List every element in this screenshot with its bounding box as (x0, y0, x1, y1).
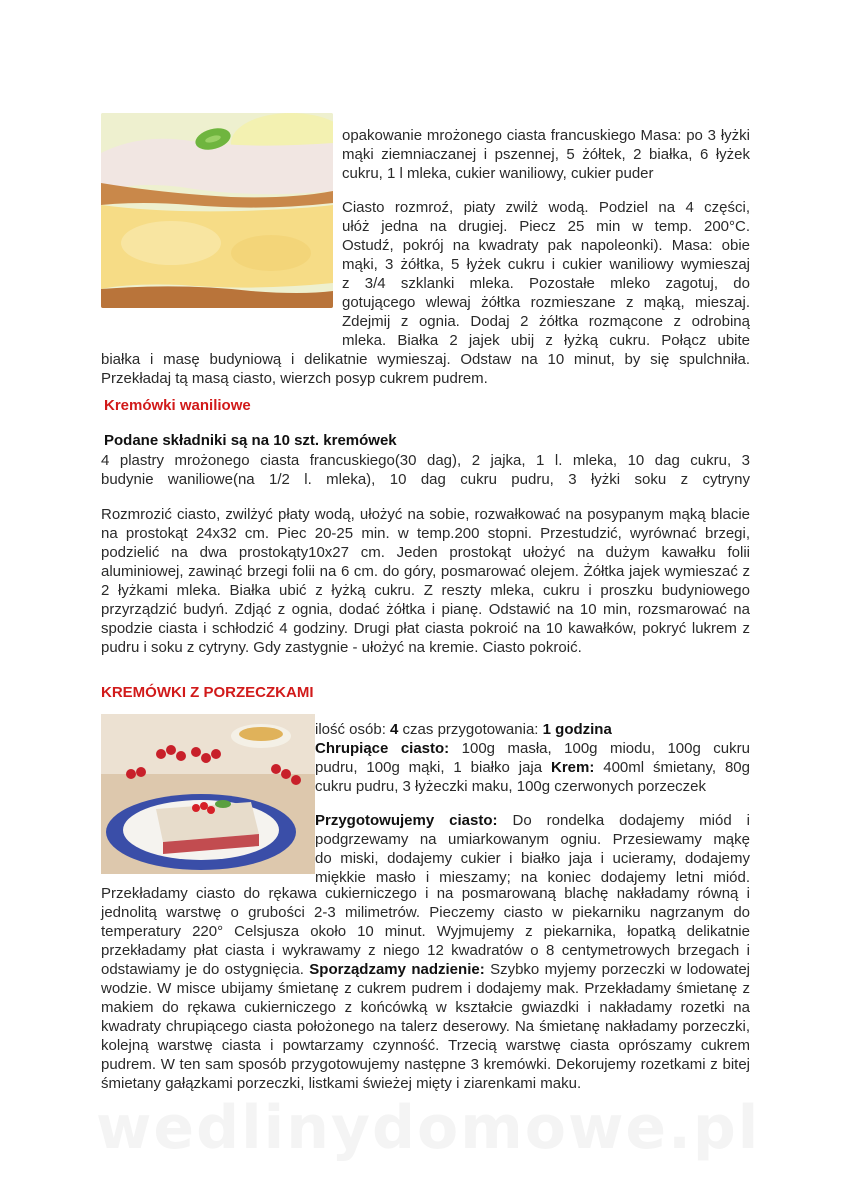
recipe1-step-line: mleka. Białka 2 jajek ubij z łyżką cukru. Połącz ubite (342, 332, 750, 349)
recipe1-step-line: z 3/4 szklanki mleka. Pozostałe mleko zagotuj, do (342, 275, 750, 292)
recipe3-prep-line: do miski, dodajemy cukier i białko jaja i ucieramy, dodajemy (315, 850, 750, 867)
crust-text: 100g masła, 100g miodu, 100g cukru (449, 740, 750, 757)
persons-value: 4 (390, 721, 399, 738)
recipe1-step-line: białka i masę budyniową i delikatnie wymieszaj. Odstaw na 10 minut, by się spulchniła. (101, 351, 750, 368)
prep-text: Do rondelka dodajemy miód i (497, 812, 751, 829)
recipe1-step-line: ułóż jedna na drugiej. Piecz 25 min w temp. 200°C. (342, 218, 750, 235)
recipe1-step-line: Przekładaj tą masą ciasto, wierzch posyp cukrem pudrem. (101, 370, 488, 387)
recipe3-method (101, 884, 750, 1093)
filling-text: Szybko myjemy porzeczki w lodowatej wodzie. W misce ubijamy śmietanę z cukrem pudrem i dodajemy mak. Przekładamy śmietanę z makiem do rękawa cukierniczego z końcówką w kształcie gwiazdki i nakładamy rozetki na kwadraty chrupiącego ciasta położonego na talerz deserowy. Na śmietanę nakładamy porzeczki, kolejną warstwę ciasta i powtarzamy czynność. Trzecią warstwę ciasta oprószamy cukrem pudrem. W ten sam sposób przygotowujemy następne 3 kremówki. Dekorujemy rozetkami z bitej śmietany gałązkami porzeczki, listkami świeżej mięty i ziarenkami maku. (101, 961, 750, 1092)
recipe1-step-line: Ciasto rozmroź, piaty zwilż wodą. Podziel na 4 części, (342, 199, 750, 216)
site-watermark: wedlinydomowe.pl (96, 1093, 761, 1163)
recipe3-title: KREMÓWKI Z PORZECZKAMI (101, 684, 314, 701)
recipe1-step-line: gotującego wlewaj żółtka rozmieszane z mąką, mieszaj. (342, 294, 750, 311)
recipe1-step-line: Ostudź, pokrój na kwadraty pak napoleonki). Masa: obie (342, 237, 750, 254)
crust-text-2: pudru, 100g mąki, 1 białko jaja (315, 759, 551, 776)
persons-label: ilość osób: (315, 721, 391, 738)
recipe2-ingredients-line: 4 plastry mrożonego ciasta francuskiego(30 dag), 2 jajka, 1 l. mleka, 10 dag cukru, 3 (101, 452, 750, 469)
recipe3-crust-line (315, 739, 750, 758)
cream-text: 400ml śmietany, 80g (594, 759, 750, 776)
filling-label: Sporządzamy nadzienie: (309, 961, 485, 978)
recipe1-step-line: mąki, 3 żółtka, 5 łyżek cukru i cukier waniliowy wymieszaj (342, 256, 750, 273)
cream-label: Krem: (550, 759, 595, 776)
recipe2-ingredients-line: budynie waniliowe(na 1/2 l. mleka), 10 dag cukru pudru, 3 łyżki soku z cytryny (101, 471, 750, 488)
cream-pastry-illustration (101, 113, 333, 308)
recipe3-prep-line: podgrzewamy na umiarkowanym ogniu. Przesiewamy mąkę (315, 831, 750, 848)
crust-label: Chrupiące ciasto: (315, 740, 450, 757)
recipe2-title: Kremówki waniliowe (104, 397, 251, 414)
cream-pastry-photo (101, 113, 333, 308)
recipe3-cream-line: cukru pudru, 3 łyżeczki maku, 100g czerwonych porzeczek (315, 778, 707, 795)
recipe3-crust-cream-line (315, 758, 750, 777)
time-value: 1 godzina (542, 721, 612, 738)
recipe3-meta-line (315, 720, 750, 739)
recipe1-ingredients: opakowanie mrożonego ciasta francuskiego Masa: po 3 łyżki mąki ziemniaczanej i pszennej, 5 żółtek, 2 białka, 6 łyżek cukru, 1 l mleka, cukier waniliowy, cukier puder (342, 127, 750, 182)
recipe3-prep-line (315, 811, 750, 830)
recipe1-step-line: Zdejmij z ognia. Dodaj 2 żółtka rozmącone z odrobiną (342, 313, 750, 330)
prep-rest: Przekładamy ciasto do rękawa cukierniczego i na posmarowaną blachę nakładamy równą i jednolitą warstwę o grubości 2-3 milimetrów. Pieczemy ciasto w piekarniku nagrzanym do temperatury 220° Celsjusza około 10 minut. Wyjmujemy z piekarnika, łopatką delikatnie przekładamy płat ciasta i wykrawamy z niego 12 kwadratów o 8 centymetrowych brzegach i odstawiamy je do ostygnięcia. (101, 885, 750, 978)
recipe3-prep-line: miękkie masło i mieszamy; na koniec dodajemy letni miód. (315, 869, 750, 886)
currant-pastry-photo (101, 714, 315, 874)
recipe2-servings: Podane składniki są na 10 szt. kremówek (104, 432, 397, 449)
time-label: czas przygotowania: (398, 721, 543, 738)
prep-label: Przygotowujemy ciasto: (315, 812, 498, 829)
currant-pastry-illustration (101, 714, 315, 874)
recipe2-steps: Rozmrozić ciasto, zwilżyć płaty wodą, ułożyć na sobie, rozwałkować na posypanym mąką blacie na prostokąt 24x32 cm. Piec 20-25 min. w temp.200 stopni. Przestudzić, wyrównać brzegi, podzielić na dwa prostokąty10x27 cm. Jeden prostokąt ułożyć na dużym kawałku folii aluminiowej, zawinąć brzegi folii na 6 cm. do góry, posmarować olejem. Żółtka jajek wymieszać z 2 łyżkami mleka. Białka ubić z łyżką cukru. Z reszty mleka, cukru i proszku budyniowego przyrządzić budyń. Zdjąć z ognia, dodać żółtka i pianę. Odstawić na 10 min, rozsmarować na spodzie ciasta i schłodzić 4 godziny. Drugi płat ciasta pokroić na 10 kawałków, pokryć lukrem z pudru i soku z cytryny. Gdy zastygnie - ułożyć na kremie. Ciasto pokroić. (101, 506, 750, 656)
